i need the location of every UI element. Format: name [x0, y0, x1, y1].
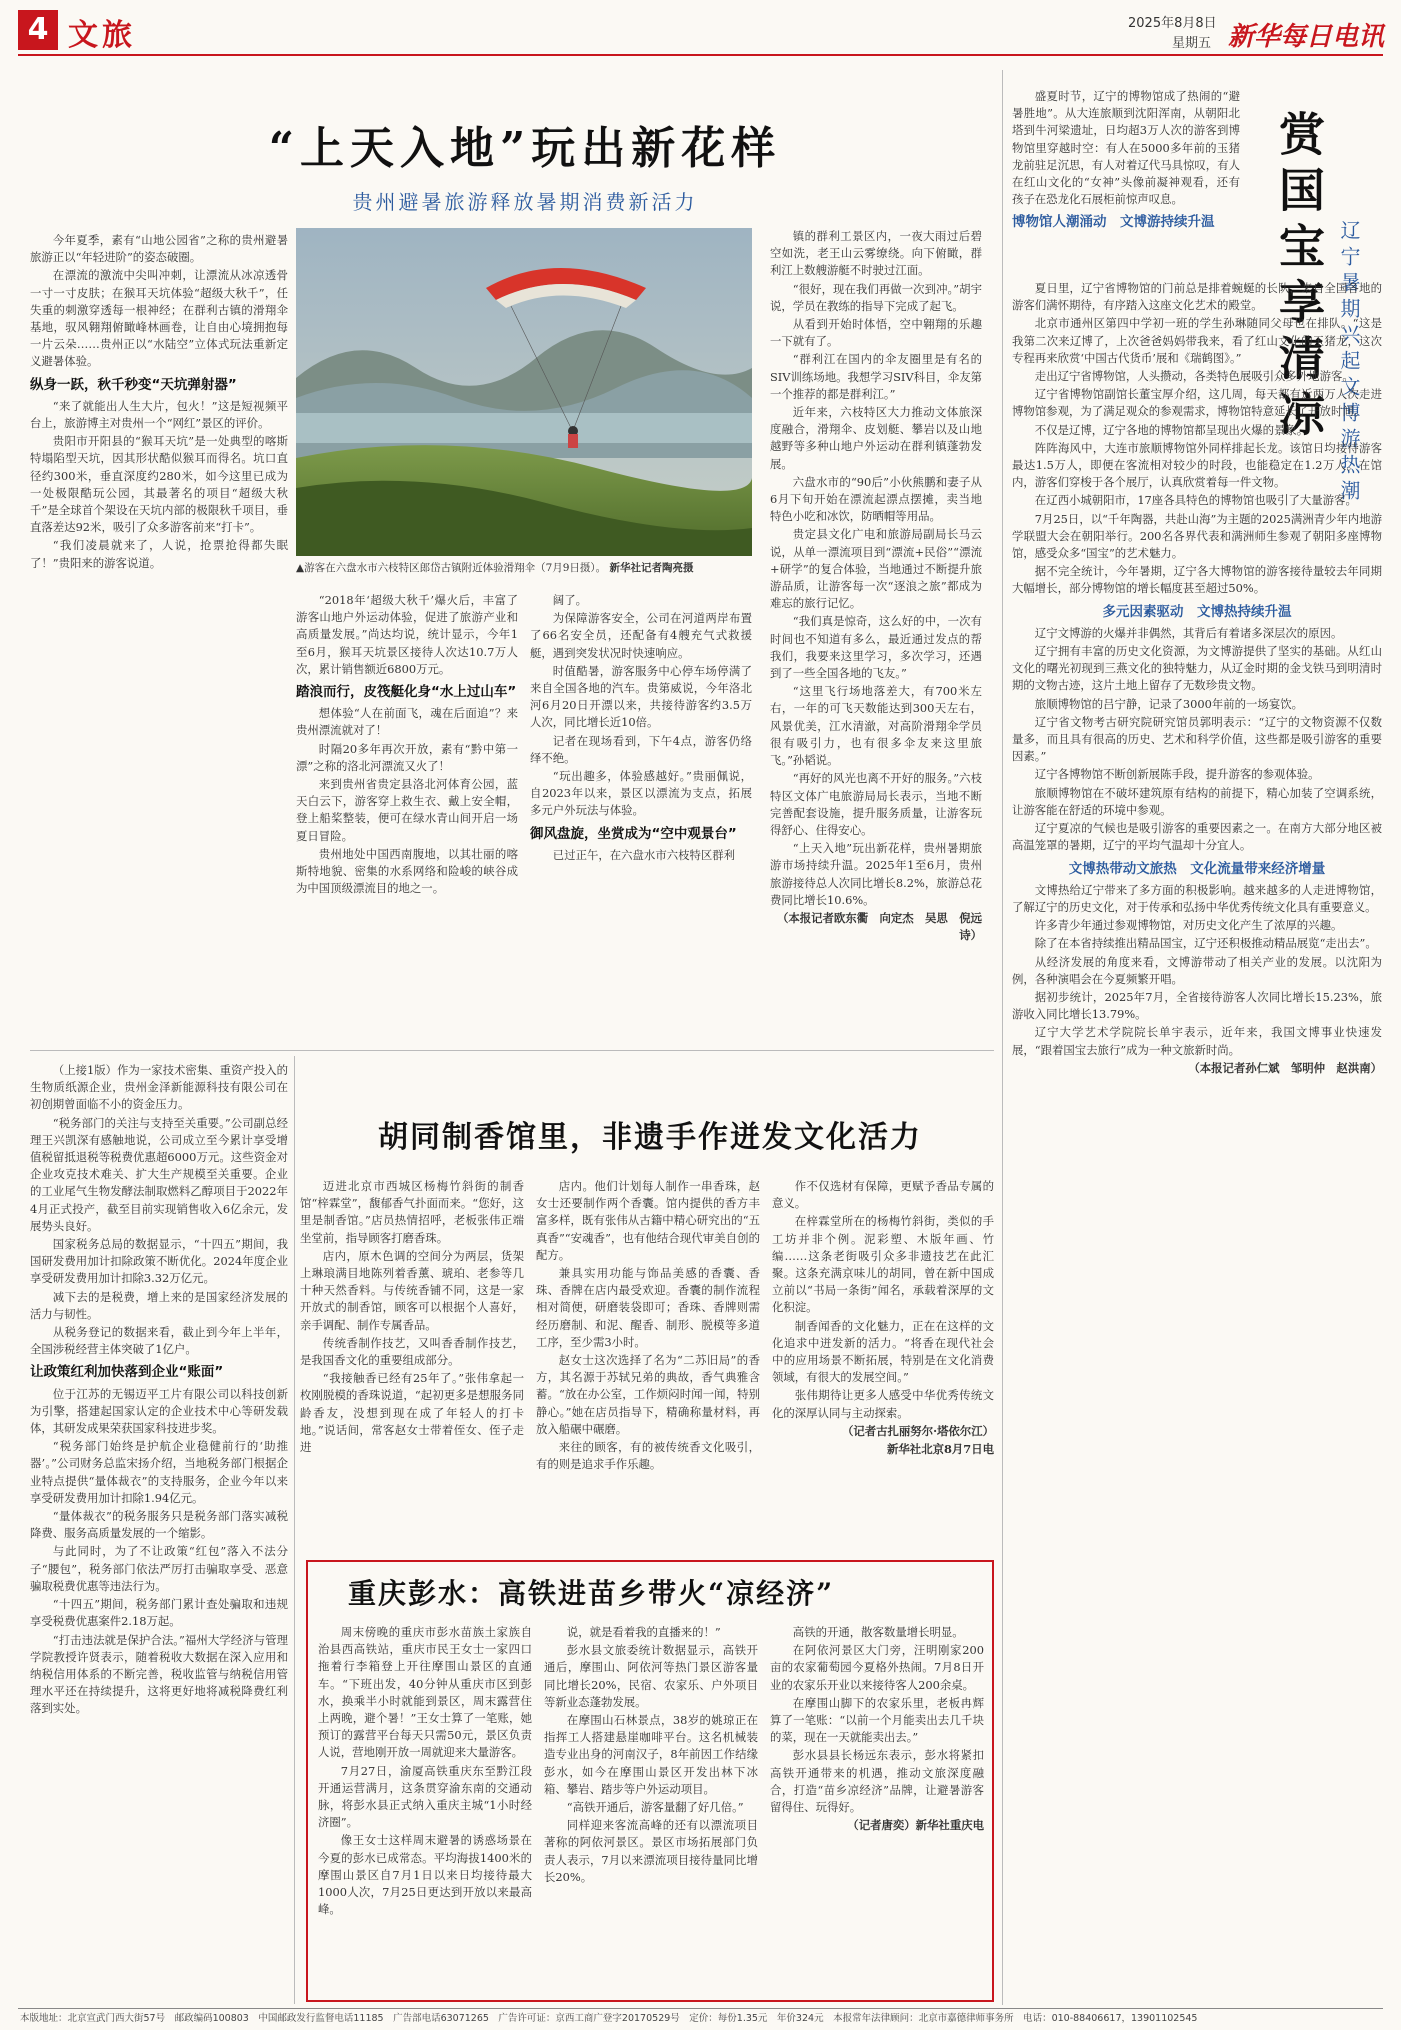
paraglider-photo — [296, 228, 752, 556]
lead-column-4 — [770, 228, 982, 1038]
paragraph: 彭水县县长杨远东表示，彭水将紧扣高铁开通带来的机遇，推动文旅深度融合，打造“苗乡凉经济”品牌，让避暑游客留得住、玩得好。 — [770, 1748, 984, 1815]
pengshui-column-3 — [770, 1624, 984, 1994]
byline: 新华社北京8月7日电 — [887, 1442, 994, 1457]
paragraph: “高铁开通后，游客量翻了好几倍。” — [566, 1800, 744, 1815]
column-divider — [294, 1056, 295, 2004]
pengshui-column-2 — [544, 1624, 758, 1994]
paragraph: “税务部门始终是护航企业稳健前行的‘助推器’。”公司财务总监宋扬介绍，当地税务部门根据企业特点提供“量体裁衣”的支持服务，企业今年以来享受研发费用加计扣除1.94亿元。 — [30, 1439, 288, 1505]
paragraph: 辽宁文博游的火爆并非偶然，其背后有着诸多深层次的原因。 — [1034, 625, 1343, 640]
paragraph: 位于江苏的无锡迈平工片有限公司以科技创新为引擎，搭建起国家认定的企业技术中心等研发载体，其研发成果荣获国家科技进步奖。 — [30, 1386, 288, 1436]
paragraph: 辽宁省文物考古研究院研究馆员郭明表示：“辽宁的文物资源不仅数量多，而且具有很高的历史、艺术和科学价值，这些都是吸引游客的重要因素。” — [1012, 714, 1382, 764]
paragraph: （上接1版）作为一家技术密集、重资产投入的生物质纸源企业，贵州金泽新能源科技有限公司在初创期曾面临不小的资金压力。 — [30, 1063, 288, 1112]
pengshui-column-1 — [318, 1624, 532, 1994]
paragraph: “我接触香已经有25年了。”张伟拿起一枚刚脱模的香珠说道，“起初更多是想服务同龄香友，没想到现在成了年轻人的打卡地。”说话间，常客赵女士带着侄女、侄子走进 — [300, 1371, 524, 1455]
paragraph: 在辽西小城朝阳市，17座各具特色的博物馆也吸引了大量游客。 — [1034, 493, 1357, 508]
paragraph: 六盘水市的“90后”小伙熊鹏和妻子从6月下旬开始在漂流起漂点摆摊，卖当地特色小吃和冰饮，防晒帽等用品。 — [770, 474, 982, 524]
paragraph: 赵女士这次选择了名为“二苏旧局”的香方，其名源于苏轼兄弟的典故，香气典雅含蓄。“放在办公室，工作烦闷时闻一闻，特别静心。”她在店员指导下，精确称量材料，再放入船碾中碾磨。 — [536, 1353, 760, 1436]
section-subheading: 踏浪而行，皮筏艇化身“水上过山车” — [296, 684, 517, 701]
liaoning-column-main — [1012, 280, 1382, 1998]
paragraph: 周末傍晚的重庆市彭水苗族土家族自治县西高铁站，重庆市民王女士一家四口拖着行李箱登上开往摩围山景区的直通车。“下班出发，40分钟从重庆市区到彭水，换乘半小时就能到景区，周末露营住上两晚，避个暑！”王女士算了一笔账，她预订的露营平台每天只需50元，景区负责人说，营地刚开放一周就迎来大量游客。 — [318, 1625, 532, 1760]
paper-name: 新华每日电讯 — [1228, 22, 1385, 52]
section-name: 文旅 — [68, 18, 136, 53]
section-subheading: 让政策红利加快落到企业“账面” — [30, 1364, 224, 1381]
paragraph: 来往的顾客，有的被传统香文化吸引，有的则是追求手作乐趣。 — [536, 1440, 760, 1472]
paragraph: 据不完全统计，今年暑期，辽宁各大博物馆的游客接待量较去年同期大幅增长，部分博物馆的增长幅度甚至超过50%。 — [1012, 564, 1382, 596]
paragraph: 减下去的是税费，增上来的是国家经济发展的活力与韧性。 — [30, 1289, 288, 1321]
paragraph: “我们凌晨就来了，人说，抢票抢得都失眠了！”贵阳来的游客说道。 — [30, 538, 288, 570]
section-divider — [30, 1050, 994, 1051]
paragraph: 旅顺博物馆在不破坏建筑原有结构的前提下，精心加装了空调系统，让游客能在舒适的环境中参观。 — [1012, 785, 1382, 817]
paragraph: 阔了。 — [552, 593, 587, 607]
paragraph: 辽宁夏凉的气候也是吸引游客的重要因素之一。在南方大部分地区被高温笼罩的暑期，辽宁的平均气温却十分宜人。 — [1012, 821, 1382, 853]
incense-title: 胡同制香馆里，非遗手作迸发文化活力 — [378, 1120, 922, 1155]
lead-subtitle: 贵州避暑旅游释放暑期消费新活力 — [352, 190, 698, 214]
paragraph: 彭水县文旅委统计数据显示，高铁开通后，摩围山、阿依河等热门景区游客量同比增长20%，民宿、农家乐、户外项目等新业态蓬勃发展。 — [544, 1643, 758, 1709]
paragraph: 7月25日，以“千年陶器，共赴山海”为主题的2025满洲青少年内地游学联盟大会在朝阳举行。200名各界代表和满洲师生参观了朝阳多座博物馆，感受众多“国宝”的艺术魅力。 — [1012, 511, 1382, 561]
paragraph: 在摩围山石林景点，38岁的姚琼正在指挥工人搭建悬崖咖啡平台。这名机械装造专业出身的河南汉子，8年前因工作结缘彭水，如今在摩围山景区开发出林下冰箱、攀岩、踏步等户外运动项目。 — [544, 1713, 758, 1796]
paragraph: 同样迎来客流高峰的还有以漂流项目著称的阿依河景区。景区市场拓展部门负责人表示，7月以来漂流项目接待量同比增长20%。 — [544, 1818, 758, 1884]
paragraph: 阵阵海风中，大连市旅顺博物馆外同样排起长龙。该馆日均接待游客最达1.5万人，即便在客流相对较少的时段，也能稳定在1.2万人。在馆内，游客们穿梭于各个展厅，认真欣赏着每一件文物。 — [1012, 440, 1382, 490]
paragraph: 迈进北京市西城区杨梅竹斜街的制香馆“梓霖堂”，馥郁香气扑面而来。“您好，这里是制香馆。”店员热情招呼，老板张伟正端坐堂前，指导顾客打磨香珠。 — [300, 1179, 524, 1245]
paragraph: 张伟期待让更多人感受中华优秀传统文化的深厚认同与主动探索。 — [772, 1388, 994, 1420]
liaoning-title: 赏国宝享清凉 — [1272, 110, 1326, 446]
paragraph: 从经济发展的角度来看，文博游带动了相关产业的发展。以沈阳为例，各种演唱会在今夏频繁开唱。 — [1012, 954, 1382, 986]
paragraph: 夏日里，辽宁省博物馆的门前总是排着蜿蜒的长队，来自全国各地的游客们满怀期待，有序踏入这座文化艺术的殿堂。 — [1012, 281, 1382, 313]
paragraph: 贵阳市开阳县的“猴耳天坑”是一处典型的喀斯特塌陷型天坑，因其形状酷似猴耳而得名。坑口直径约300米，垂直深度约280米，如今这里已成为一处极限酷玩公园，其最著名的项目“超级大秋千”是全球首个架设在天坑内部的极限秋千项目，垂直落差达92米，吸引了众多游客前来“打卡”。 — [30, 434, 288, 535]
paragraph: 传统香制作技艺，又叫香香制作技艺，是我国香文化的重要组成部分。 — [300, 1335, 524, 1368]
incense-column-2 — [536, 1178, 760, 1548]
paragraph: 兼具实用功能与饰品美感的香囊、香珠、香牌在店内最受欢迎。香囊的制作流程相对简便，研磨装袋即可；香珠、香牌则需经历磨制、和泥、醒香、制形、脱模等多道工序，至少需3小时。 — [536, 1266, 760, 1349]
paragraph: 已过正午，在六盘水市六枝特区群利 — [552, 847, 736, 862]
byline: （记者唐奕）新华社重庆电 — [847, 1818, 984, 1833]
section-subheading: 纵身一跃，秋千秒变“天坑弹射器” — [30, 376, 237, 393]
paragraph: 不仅是辽博，辽宁各地的博物馆都呈现出火爆的景象。 — [1034, 422, 1309, 437]
paragraph: “打击违法就是保护合法。”福州大学经济与管理学院教授许贤表示，随着税收大数据在深入应用和纳税信用体系的不断完善，税收监管与纳税信用管理水平还在持续提升，这将更好地将减税降费红利落到实处。 — [30, 1632, 288, 1716]
footer-rule — [18, 2008, 1383, 2009]
lead-column-3 — [530, 592, 752, 1038]
section-subheading: 博物馆人潮涌动 文博游持续升温 — [1012, 214, 1215, 231]
incense-column-3 — [772, 1178, 994, 1548]
paragraph: 店内。他们计划每人制作一串香珠，赵女士还要制作两个香囊。馆内提供的香方丰富多样，既有张伟从古籍中精心研究出的“五真香”“安魂香”，也有他结合现代审美自创的配方。 — [536, 1179, 760, 1262]
paragraph: 高铁的开通，散客数量增长明显。 — [792, 1625, 964, 1639]
masthead-rule — [18, 54, 1383, 56]
paragraph: 贵州地处中国西南腹地，以其壮丽的喀斯特地貌、密集的水系网络和险峻的峡谷成为中国顶级漂流目的地之一。 — [296, 846, 518, 896]
issue-weekday: 星期五 — [1172, 36, 1212, 51]
paragraph: “2018年‘超级大秋千’爆火后，丰富了游客山地户外运动体验，促进了旅游产业和高质量发展。”尚达均说，统计显示，今年1至6月，猴耳天坑景区接待人次达10.7万人次，累计销售额近6800万元。 — [296, 593, 518, 676]
paragraph: 说，就是看着我的直播来的！” — [566, 1625, 721, 1639]
lead-column-1 — [30, 232, 288, 1038]
paragraph: 与此同时，为了不让政策“红包”落入不法分子“腰包”，税务部门依法严厉打击骗取享受、恶意骗取税费优惠等违法行为。 — [30, 1544, 288, 1593]
paragraph: 镇的群利工景区内，一夜大雨过后碧空如洗，老王山云雾缭绕。向下俯瞰，群利江上数艘游艇不时驶过江面。 — [770, 229, 982, 278]
section-subheading: 文博热带动文旅热 文化流量带来经济增量 — [1068, 860, 1326, 877]
paragraph: 记者在现场看到，下午4点，游客仍络绎不绝。 — [530, 733, 752, 765]
photo-caption-row — [296, 560, 752, 576]
paragraph: 为保障游客安全，公司在河道两岸布置了66名安全员，还配备有4艘充气式救援艇，遇到突发状况时快速响应。 — [530, 611, 752, 660]
paragraph: 近年来，六枝特区大力推动文体旅深度融合，滑翔伞、皮划艇、攀岩以及山地越野等多种山地户外运动在群利镇蓬勃发展。 — [770, 405, 982, 471]
paragraph: “我们真是惊奇，这么好的中，一次有时间也不知道有多么，最近通过发点的帮我们，我要来这里学习，多次学习，还遇到了一些全国各地的飞友。” — [770, 614, 982, 681]
paragraph: 时值酷暑，游客服务中心停车场停满了来自全国各地的汽车。贵第威说，今年洛北河6月20日开漂以来，共接待游客约3.5万人次，同比增长近10倍。 — [530, 663, 752, 730]
paragraph: 北京市通州区第四中学初一班的学生孙琳随同父母也在排队。“这是我第二次来辽博了，上次爸爸妈妈带我来，看了红山文化的玉猪龙，这次专程再来欣赏‘中国古代货币’展和《瑞鹤图》。” — [1012, 316, 1382, 365]
paragraph: 辽宁拥有丰富的历史文化资源，为文博游提供了坚实的基础。从红山文化的曙光初现到三燕文化的独特魅力，从辽金时期的金戈铁马到明清时期的文物古迹，这片土地上留存了无数珍贵文物。 — [1012, 644, 1382, 693]
liaoning-subtitle: 辽宁暑期兴起文博游热潮 — [1337, 220, 1361, 506]
paragraph: 制香闻香的文化魅力，正在在这样的文化追求中迸发新的活力。“将香在现代社会中的应用场景不断拓展，特别是在文化消费领域，有很大的发展空间。” — [772, 1318, 994, 1385]
pengshui-box — [306, 1560, 994, 2002]
column-divider — [1002, 70, 1003, 2005]
paragraph: 从看到开始时体悟，空中翱翔的乐趣一下就有了。 — [770, 317, 982, 349]
masthead — [0, 0, 1401, 60]
paragraph: 盛夏时节，辽宁的博物馆成了热闹的“避暑胜地”。从大连旅顺到沈阳浑南，从朝阳北塔到牛河梁遗址，日均超3万人次的游客到博物馆里穿越时空：有人在5000多年前的玉猪龙前驻足沉思，有人对着辽代马具惊叹，有人在红山文化的“女神”头像前凝神观看，还有孩子在恐龙化石展柜前惊声叹息。 — [1012, 89, 1240, 207]
paragraph: 国家税务总局的数据显示，“十四五”期间，我国研发费用加计扣除政策不断优化。2024年度企业享受研发费用加计扣除3.32万亿元。 — [30, 1237, 288, 1286]
paragraph: “再好的风光也离不开好的服务。”六枝特区文体广电旅游局局长表示，当地不断完善配套设施，提升服务质量，让游客玩得舒心、住得安心。 — [770, 771, 982, 837]
paragraph: 在梓霖堂所在的杨梅竹斜街，类似的手工坊并非个例。泥彩塑、木版年画、竹编……这条老街吸引众多非遗技艺在此汇聚。这条充满京味儿的胡同，曾在新中国成立前以“书局一条街”闻名，承载着深厚的文化积淀。 — [772, 1214, 994, 1315]
lead-photo — [296, 228, 752, 556]
pengshui-title: 重庆彭水：高铁进苗乡带火“凉经济” — [348, 1577, 835, 1610]
photo-credit: 新华社记者陶亮摄 — [609, 562, 694, 574]
paragraph: “这里飞行场地落差大，有700米左右，一年的可飞天数能达到300天左右，风景优美，江水清澈，对高阶滑翔伞学员很有吸引力，也有很多伞友来这里旅飞。”孙韬说。 — [770, 684, 982, 768]
page-number-badge — [18, 10, 58, 50]
paragraph: 在摩围山脚下的农家乐里，老板冉辉算了一笔账：“以前一个月能卖出去几千块的菜，现在一天就能卖出去。” — [770, 1695, 984, 1745]
paragraph: 辽宁各博物馆不断创新展陈手段，提升游客的参观体验。 — [1034, 767, 1320, 782]
footer-info: 本版地址：北京宣武门西大街57号 邮政编码100803 中国邮政发行监督电话11185 广告部电话63071265 广告许可证：京西工商广登字20170529号 定价：每份1.35元 年价324元 本报常年法律顾问：北京市嘉德律师事务所 电话：010-88406617，13901102545 — [20, 2013, 1198, 2024]
paragraph: 想体验“人在前面飞，魂在后面追”？来贵州漂流就对了！ — [296, 706, 518, 738]
paragraph: 文博热给辽宁带来了多方面的积极影响。越来越多的人走进博物馆，了解辽宁的历史文化，对于传承和弘扬中华优秀传统文化具有重要意义。 — [1012, 882, 1382, 914]
paragraph: “十四五”期间，税务部门累计查处骗取和违规享受税费优惠案件2.18万起。 — [30, 1597, 288, 1629]
paragraph: 在阿依河景区大门旁，汪明刚家200亩的农家葡萄园今夏格外热闹。7月8日开业的农家乐开业以来接待客人200余桌。 — [770, 1643, 984, 1692]
page-number: 4 — [27, 12, 49, 47]
paragraph: 从税务登记的数据来看，截止到今年上半年，全国涉税经营主体突破了1亿户。 — [30, 1325, 288, 1357]
paragraph: 贵定县文化广电和旅游局副局长马云说，从单一漂流项目到“漂流+民俗”“漂流+研学”的复合体验，当地通过不断提升旅游品质，让游客每一次“逐浪之旅”都成为难忘的旅行记忆。 — [770, 527, 982, 611]
paragraph: “群利江在国内的伞友圈里是有名的SIV训练场地。我想学习SIV科目，伞友第一个推荐的都是群利江。” — [770, 352, 982, 401]
lead-title: “上天入地”玩出新花样 — [268, 123, 782, 174]
issue-date: 2025年8月8日 — [1128, 16, 1217, 31]
paragraph: 走出辽宁省博物馆，人头攒动，各类特色展吸引众多外地游客。 — [1034, 369, 1354, 384]
incense-column-1 — [300, 1178, 524, 1548]
paragraph: 时隔20多年再次开放，素有“黔中第一漂”之称的洛北河漂流又火了！ — [296, 741, 518, 773]
paragraph: 除了在本省持续推出精品国宝，辽宁还积极推动精品展览“走出去”。 — [1034, 936, 1377, 951]
paragraph: 作不仅选材有保障，更赋予香品专属的意义。 — [772, 1179, 994, 1211]
paragraph: 在漂流的激流中尖叫冲刺，让漂流从冰凉透骨一寸一寸皮肤；在猴耳天坑体验“超级大秋千”，任失重的刺激穿透每一根神经；在群利古镇的滑翔伞基地，驭风翱翔俯瞰峰林画卷，让自由心境拥抱每一片云朵……贵州正以“水陆空”立体式玩法重新定义避暑体验。 — [30, 268, 288, 369]
section-subheading: 御风盘旋，坐赏成为“空中观景台” — [530, 825, 737, 842]
tax-column — [30, 1062, 288, 1998]
paragraph: 像王女士这样周末避暑的诱惑场景在今夏的彭水已成常态。平均海拔1400米的摩围山景区自7月1日以来日均接待最大1000人次，7月25日更达到开放以来最高峰。 — [318, 1833, 532, 1917]
paragraph: 7月27日，渝厦高铁重庆东至黔江段开通运营满月，这条贯穿渝东南的交通动脉，将彭水县正式纳入重庆主城“1小时经济圈”。 — [318, 1763, 532, 1830]
paragraph: 今年夏季，素有“山地公园省”之称的贵州避暑旅游正以“年轻进阶”的姿态破圈。 — [30, 233, 288, 265]
byline: （本报记者欧东衢 向定杰 吴思 倪远诗） — [776, 910, 982, 943]
lead-column-2 — [296, 592, 518, 1038]
paragraph: 辽宁大学艺术学院院长单宇表示，近年来，我国文博事业快速发展，“跟着国宝去旅行”成为一种文旅新时尚。 — [1012, 1025, 1382, 1057]
paragraph: “来了就能出人生大片，包火！”这是短视频平台上，旅游博主对贵州一个“网红”景区的评价。 — [30, 398, 288, 431]
byline: （本报记者孙仁斌 邹明仲 赵洪南） — [1188, 1060, 1382, 1075]
paragraph: “上天入地”玩出新花样，贵州暑期旅游市场持续升温。2025年1至6月，贵州旅游接待总人次同比增长8.2%，旅游总花费同比增长10.6%。 — [770, 841, 982, 907]
paragraph: 据初步统计，2025年7月，全省接待游客人次同比增长15.23%，旅游收入同比增长13.79%。 — [1012, 989, 1382, 1022]
paragraph: 辽宁省博物馆副馆长董宝厚介绍，这几周，每天都有近两万人次走进博物馆参观，为了满足观众的参观需求，博物馆特意延长了开放时间。 — [1012, 387, 1382, 419]
paragraph: “很好，现在我们再做一次到冲。”胡宇说，学员在教练的指导下完成了起飞。 — [770, 281, 982, 313]
byline: （记者古扎丽努尔·塔依尔江） — [841, 1423, 994, 1438]
paragraph: 店内，原木色调的空间分为两层，货架上琳琅满目地陈列着香薰、琥珀、老参等几十种天然香料。与传统香铺不同，这是一家开放式的制香馆，顾客可以根据个人喜好，亲手调配、制作专属香品。 — [300, 1248, 524, 1332]
paragraph: 许多青少年通过参观博物馆，对历史文化产生了浓厚的兴趣。 — [1034, 918, 1343, 933]
paragraph: “量体裁衣”的税务服务只是税务部门落实减税降费、服务高质量发展的一个缩影。 — [30, 1509, 288, 1541]
section-subheading: 多元因素驱动 文博热持续升温 — [1102, 603, 1292, 620]
paragraph: 旅顺博物馆的吕宁静，记录了3000年前的一场宴饮。 — [1034, 696, 1303, 711]
paragraph: “税务部门的关注与支持至关重要。”公司副总经理王兴凯深有感触地说，公司成立至今累计享受增值税留抵退税等税费优惠超6000万元。这些资金对企业攻克技术难关、扩大生产规模至关重要。企业的工业尾气生物发酵法制取燃料乙醇项目于2022年4月正式投产，截至目前实现销售收入6亿余元，发展势头良好。 — [30, 1115, 288, 1233]
paragraph: “玩出趣多，体验感越好。”贵丽佩说，自2023年以来，景区以漂流为支点，拓展多元户外玩法与体验。 — [530, 769, 752, 818]
liaoning-column-top — [1012, 88, 1240, 278]
paragraph: 来到贵州省贵定县洛北河体育公园，蓝天白云下，游客穿上救生衣、戴上安全帽，登上船桨整装，便可在绿水青山间开启一场夏日冒险。 — [296, 777, 518, 843]
photo-caption: ▲游客在六盘水市六枝特区郎岱古镇附近体验滑翔伞（7月9日摄）。 — [296, 562, 607, 574]
